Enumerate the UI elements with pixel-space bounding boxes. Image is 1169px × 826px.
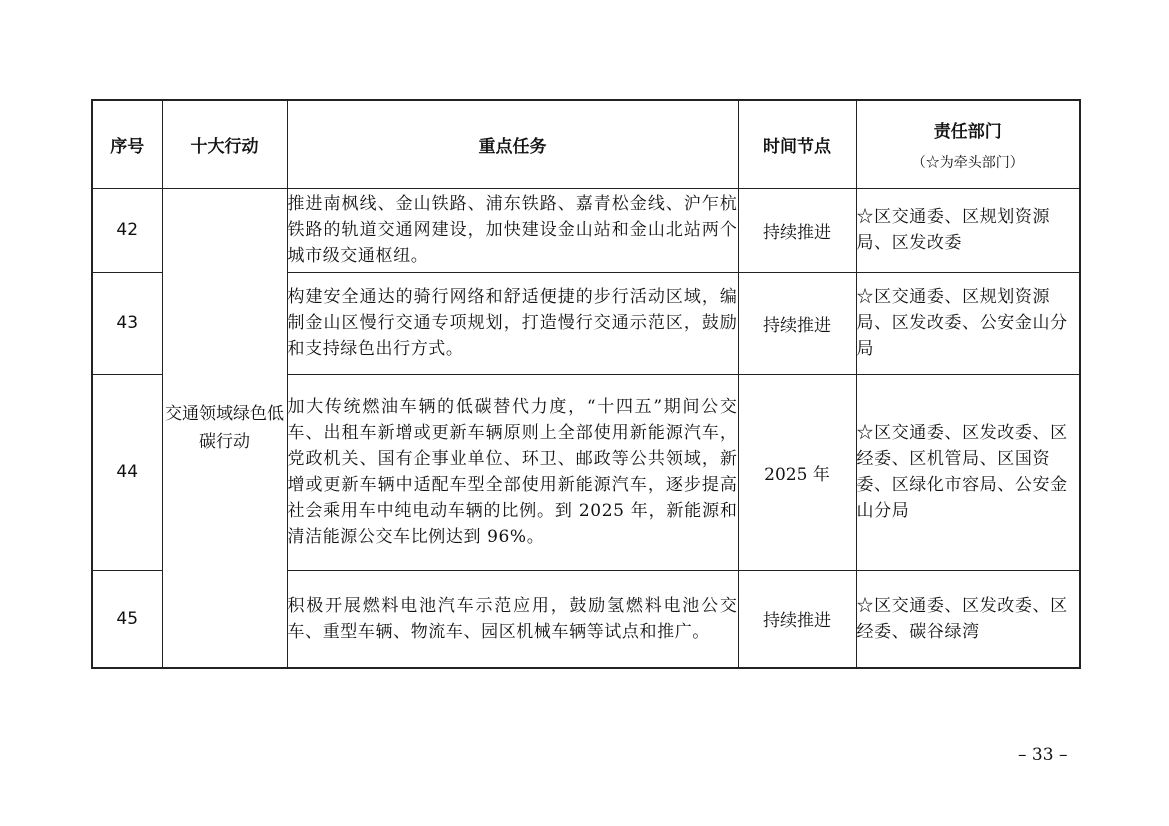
header-dept-note: （☆为牵头部门） — [911, 154, 1024, 171]
header-dept — [856, 100, 1080, 188]
row-num: 43 — [92, 272, 162, 374]
row-task: 推进南枫线、金山铁路、浦东铁路、嘉青松金线、沪乍杭铁路的轨道交通网建设，加快建设金山站和金山北站两个城市级交通枢纽。 — [287, 188, 738, 272]
row-time: 持续推进 — [738, 570, 856, 668]
row-dept: ☆区交通委、区规划资源局、区发改委、公安金山分局 — [856, 272, 1080, 374]
row-time: 持续推进 — [738, 272, 856, 374]
table-row — [92, 188, 1080, 272]
action-cell: 交通领域绿色低碳行动 — [162, 188, 287, 668]
header-action: 十大行动 — [162, 100, 287, 188]
header-num: 序号 — [92, 100, 162, 188]
row-time: 2025 年 — [738, 374, 856, 570]
row-num: 44 — [92, 374, 162, 570]
task-table — [91, 99, 1081, 669]
header-dept-label: 责任部门 — [933, 121, 1002, 142]
row-num: 45 — [92, 570, 162, 668]
row-task: 构建安全通达的骑行网络和舒适便捷的步行活动区域，编制金山区慢行交通专项规划，打造慢行交通示范区，鼓励和支持绿色出行方式。 — [287, 272, 738, 374]
row-dept: ☆区交通委、区发改委、区经委、区机管局、区国资委、区绿化市容局、公安金山分局 — [856, 374, 1080, 570]
row-dept: ☆区交通委、区发改委、区经委、碳谷绿湾 — [856, 570, 1080, 668]
row-dept: ☆区交通委、区规划资源局、区发改委 — [856, 188, 1080, 272]
row-num: 42 — [92, 188, 162, 272]
page-number: – 33 – — [1018, 745, 1068, 765]
row-task: 积极开展燃料电池汽车示范应用，鼓励氢燃料电池公交车、重型车辆、物流车、园区机械车辆等试点和推广。 — [287, 570, 738, 668]
header-row — [92, 100, 1080, 188]
header-time: 时间节点 — [738, 100, 856, 188]
header-task: 重点任务 — [287, 100, 738, 188]
row-task: 加大传统燃油车辆的低碳替代力度，“十四五”期间公交车、出租车新增或更新车辆原则上全部使用新能源汽车，党政机关、国有企事业单位、环卫、邮政等公共领域，新增或更新车辆中适配车型全部使用新能源汽车，逐步提高社会乘用车中纯电动车辆的比例。到 2025 年，新能源和清洁能源公交车比例达到 96%。 — [287, 374, 738, 570]
row-time: 持续推进 — [738, 188, 856, 272]
